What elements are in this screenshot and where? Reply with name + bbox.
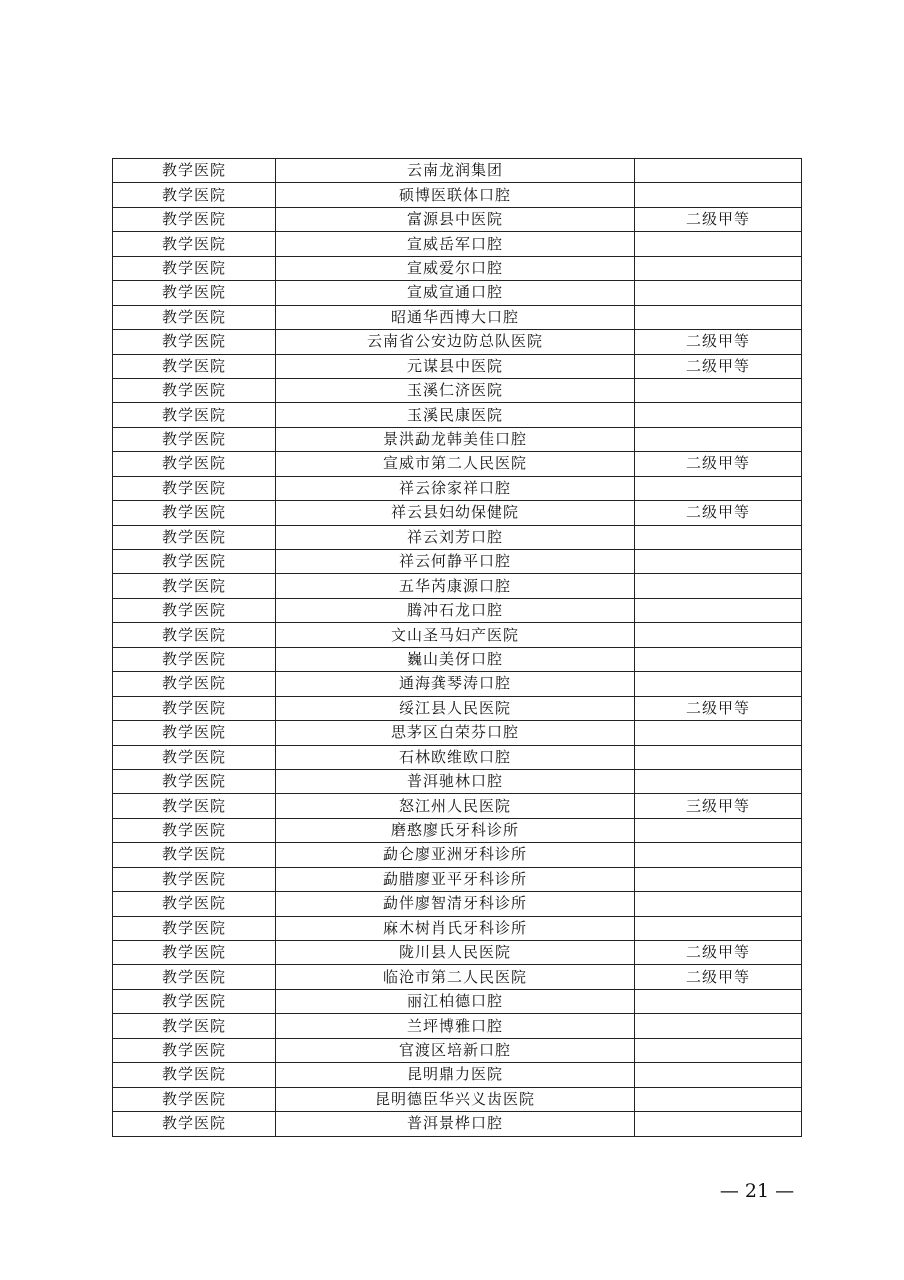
hospital-name-cell: 思茅区白荣芬口腔	[276, 721, 635, 745]
hospital-type-cell: 教学医院	[113, 183, 276, 207]
hospital-type-cell: 教学医院	[113, 550, 276, 574]
hospital-grade-cell: 二级甲等	[635, 330, 802, 354]
hospital-table	[112, 158, 802, 1137]
hospital-type-cell: 教学医院	[113, 354, 276, 378]
table-row	[113, 941, 802, 965]
hospital-type-cell: 教学医院	[113, 623, 276, 647]
hospital-grade-cell	[635, 550, 802, 574]
hospital-name-cell: 勐仑廖亚洲牙科诊所	[276, 843, 635, 867]
table-row	[113, 623, 802, 647]
hospital-grade-cell	[635, 232, 802, 256]
table-row	[113, 378, 802, 402]
hospital-grade-cell: 二级甲等	[635, 501, 802, 525]
table-row	[113, 427, 802, 451]
table-row	[113, 1087, 802, 1111]
hospital-type-cell: 教学医院	[113, 1038, 276, 1062]
table-row	[113, 598, 802, 622]
hospital-type-cell: 教学医院	[113, 1112, 276, 1136]
hospital-type-cell: 教学医院	[113, 1063, 276, 1087]
hospital-name-cell: 宣威爱尔口腔	[276, 256, 635, 280]
hospital-grade-cell	[635, 574, 802, 598]
hospital-name-cell: 绥江县人民医院	[276, 696, 635, 720]
hospital-grade-cell	[635, 721, 802, 745]
hospital-type-cell: 教学医院	[113, 330, 276, 354]
hospital-name-cell: 丽江柏德口腔	[276, 989, 635, 1013]
table-row	[113, 696, 802, 720]
hospital-name-cell: 宣威岳军口腔	[276, 232, 635, 256]
hospital-type-cell: 教学医院	[113, 232, 276, 256]
table-row	[113, 1038, 802, 1062]
hospital-grade-cell	[635, 403, 802, 427]
hospital-name-cell: 临沧市第二人民医院	[276, 965, 635, 989]
hospital-grade-cell	[635, 1112, 802, 1136]
table-row	[113, 916, 802, 940]
hospital-name-cell: 官渡区培新口腔	[276, 1038, 635, 1062]
hospital-type-cell: 教学医院	[113, 574, 276, 598]
hospital-type-cell: 教学医院	[113, 281, 276, 305]
hospital-grade-cell	[635, 305, 802, 329]
hospital-name-cell: 云南省公安边防总队医院	[276, 330, 635, 354]
hospital-name-cell: 怒江州人民医院	[276, 794, 635, 818]
table-row	[113, 843, 802, 867]
hospital-name-cell: 文山圣马妇产医院	[276, 623, 635, 647]
hospital-type-cell: 教学医院	[113, 647, 276, 671]
hospital-type-cell: 教学医院	[113, 305, 276, 329]
table-row	[113, 550, 802, 574]
hospital-grade-cell: 二级甲等	[635, 941, 802, 965]
hospital-type-cell: 教学医院	[113, 965, 276, 989]
hospital-type-cell: 教学医院	[113, 1087, 276, 1111]
hospital-grade-cell	[635, 623, 802, 647]
hospital-name-cell: 腾冲石龙口腔	[276, 598, 635, 622]
table-row	[113, 354, 802, 378]
hospital-table-body	[113, 159, 802, 1137]
table-row	[113, 281, 802, 305]
table-row	[113, 232, 802, 256]
table-row	[113, 647, 802, 671]
hospital-name-cell: 祥云刘芳口腔	[276, 525, 635, 549]
hospital-grade-cell: 三级甲等	[635, 794, 802, 818]
table-row	[113, 452, 802, 476]
hospital-type-cell: 教学医院	[113, 256, 276, 280]
hospital-name-cell: 五华芮康源口腔	[276, 574, 635, 598]
hospital-type-cell: 教学医院	[113, 867, 276, 891]
table-row	[113, 818, 802, 842]
table-row	[113, 403, 802, 427]
hospital-type-cell: 教学医院	[113, 476, 276, 500]
hospital-type-cell: 教学医院	[113, 501, 276, 525]
hospital-grade-cell	[635, 1038, 802, 1062]
hospital-type-cell: 教学医院	[113, 818, 276, 842]
hospital-grade-cell	[635, 256, 802, 280]
hospital-grade-cell	[635, 769, 802, 793]
hospital-grade-cell	[635, 159, 802, 183]
hospital-type-cell: 教学医院	[113, 207, 276, 231]
hospital-name-cell: 元谋县中医院	[276, 354, 635, 378]
table-row	[113, 1063, 802, 1087]
table-row	[113, 330, 802, 354]
hospital-type-cell: 教学医院	[113, 525, 276, 549]
hospital-name-cell: 景洪勐龙韩美佳口腔	[276, 427, 635, 451]
table-row	[113, 989, 802, 1013]
hospital-type-cell: 教学医院	[113, 672, 276, 696]
hospital-grade-cell	[635, 598, 802, 622]
hospital-type-cell: 教学医院	[113, 1014, 276, 1038]
hospital-name-cell: 昆明德臣华兴义齿医院	[276, 1087, 635, 1111]
hospital-name-cell: 石林欧维欧口腔	[276, 745, 635, 769]
hospital-name-cell: 玉溪仁济医院	[276, 378, 635, 402]
hospital-name-cell: 富源县中医院	[276, 207, 635, 231]
table-row	[113, 1112, 802, 1136]
table-row	[113, 305, 802, 329]
hospital-type-cell: 教学医院	[113, 794, 276, 818]
table-row	[113, 183, 802, 207]
hospital-name-cell: 麻木树肖氏牙科诊所	[276, 916, 635, 940]
hospital-type-cell: 教学医院	[113, 721, 276, 745]
hospital-name-cell: 硕博医联体口腔	[276, 183, 635, 207]
hospital-type-cell: 教学医院	[113, 452, 276, 476]
table-row	[113, 965, 802, 989]
hospital-grade-cell	[635, 647, 802, 671]
hospital-grade-cell	[635, 427, 802, 451]
hospital-grade-cell	[635, 672, 802, 696]
hospital-type-cell: 教学医院	[113, 989, 276, 1013]
hospital-type-cell: 教学医院	[113, 941, 276, 965]
hospital-grade-cell: 二级甲等	[635, 207, 802, 231]
hospital-grade-cell	[635, 183, 802, 207]
hospital-name-cell: 昆明鼎力医院	[276, 1063, 635, 1087]
hospital-name-cell: 祥云县妇幼保健院	[276, 501, 635, 525]
hospital-type-cell: 教学医院	[113, 427, 276, 451]
hospital-type-cell: 教学医院	[113, 843, 276, 867]
hospital-grade-cell	[635, 1087, 802, 1111]
hospital-grade-cell	[635, 1014, 802, 1038]
table-row	[113, 501, 802, 525]
table-row	[113, 159, 802, 183]
hospital-name-cell: 勐腊廖亚平牙科诊所	[276, 867, 635, 891]
hospital-grade-cell	[635, 525, 802, 549]
hospital-name-cell: 普洱驰林口腔	[276, 769, 635, 793]
hospital-name-cell: 兰坪博雅口腔	[276, 1014, 635, 1038]
hospital-type-cell: 教学医院	[113, 598, 276, 622]
hospital-grade-cell: 二级甲等	[635, 354, 802, 378]
table-row	[113, 769, 802, 793]
hospital-name-cell: 宣威市第二人民医院	[276, 452, 635, 476]
table-row	[113, 745, 802, 769]
table-row	[113, 794, 802, 818]
table-row	[113, 525, 802, 549]
hospital-type-cell: 教学医院	[113, 892, 276, 916]
table-row	[113, 256, 802, 280]
hospital-type-cell: 教学医院	[113, 916, 276, 940]
hospital-type-cell: 教学医院	[113, 403, 276, 427]
hospital-name-cell: 陇川县人民医院	[276, 941, 635, 965]
table-row	[113, 867, 802, 891]
hospital-grade-cell	[635, 867, 802, 891]
hospital-type-cell: 教学医院	[113, 769, 276, 793]
hospital-grade-cell	[635, 281, 802, 305]
hospital-name-cell: 玉溪民康医院	[276, 403, 635, 427]
hospital-name-cell: 磨憨廖氏牙科诊所	[276, 818, 635, 842]
hospital-name-cell: 昭通华西博大口腔	[276, 305, 635, 329]
hospital-type-cell: 教学医院	[113, 378, 276, 402]
hospital-grade-cell: 二级甲等	[635, 965, 802, 989]
hospital-grade-cell	[635, 476, 802, 500]
hospital-name-cell: 祥云徐家祥口腔	[276, 476, 635, 500]
hospital-grade-cell	[635, 745, 802, 769]
hospital-grade-cell: 二级甲等	[635, 696, 802, 720]
table-row	[113, 574, 802, 598]
hospital-name-cell: 普洱景桦口腔	[276, 1112, 635, 1136]
hospital-grade-cell	[635, 916, 802, 940]
hospital-grade-cell	[635, 892, 802, 916]
hospital-grade-cell	[635, 1063, 802, 1087]
table-row	[113, 892, 802, 916]
hospital-type-cell: 教学医院	[113, 159, 276, 183]
hospital-name-cell: 勐伴廖智清牙科诊所	[276, 892, 635, 916]
table-row	[113, 1014, 802, 1038]
table-row	[113, 476, 802, 500]
hospital-type-cell: 教学医院	[113, 696, 276, 720]
hospital-grade-cell	[635, 818, 802, 842]
hospital-name-cell: 云南龙润集团	[276, 159, 635, 183]
hospital-name-cell: 通海龚琴涛口腔	[276, 672, 635, 696]
table-row	[113, 207, 802, 231]
hospital-type-cell: 教学医院	[113, 745, 276, 769]
page-number: — 21 —	[719, 1180, 795, 1202]
hospital-name-cell: 宣威宣通口腔	[276, 281, 635, 305]
table-row	[113, 721, 802, 745]
hospital-name-cell: 巍山美伢口腔	[276, 647, 635, 671]
hospital-name-cell: 祥云何静平口腔	[276, 550, 635, 574]
hospital-grade-cell	[635, 378, 802, 402]
hospital-grade-cell	[635, 843, 802, 867]
hospital-grade-cell	[635, 989, 802, 1013]
table-row	[113, 672, 802, 696]
hospital-grade-cell: 二级甲等	[635, 452, 802, 476]
